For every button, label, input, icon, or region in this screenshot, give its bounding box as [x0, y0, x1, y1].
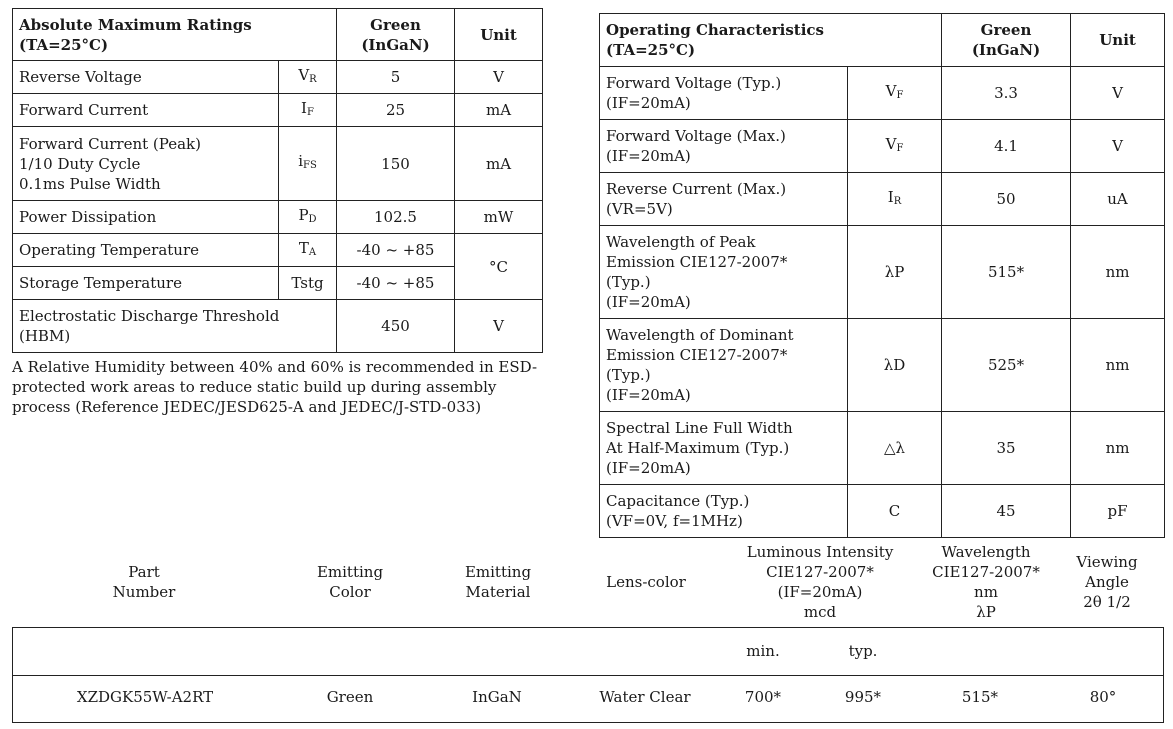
sub-typ: typ.	[848, 642, 878, 660]
op-title-cell	[600, 14, 942, 67]
table-row: Forward Voltage (Typ.) (IF=20mA) $V_F$ 3.3 V	[600, 67, 1165, 120]
amr-green-header: Green (InGaN)	[337, 9, 455, 61]
amr-unit-header: Unit	[455, 9, 543, 61]
table-row: Capacitance (Typ.) (VF=0V, f=1MHz) C 45 pF	[600, 485, 1165, 538]
table-row: Forward Current (Peak) 1/10 Duty Cycle 0.1ms Pulse Width $i_{FS}$ 150 mA	[13, 127, 543, 201]
header-emitting-color: Emitting Color	[316, 563, 384, 601]
lens-color: Water Clear	[599, 688, 691, 706]
op-unit-header: Unit	[1071, 14, 1165, 67]
viewing-angle-value: 80°	[1089, 688, 1117, 706]
table-row: Operating Temperature $T_A$ -40 ~ +85 °C	[13, 234, 543, 267]
table-row: Reverse Voltage $V_R$ 5 V	[13, 61, 543, 94]
op-condition: (TA=25°C)	[606, 41, 696, 59]
header-viewing-angle: Viewing Angle 2θ 1/2	[1076, 553, 1138, 611]
header-emitting-material: Emitting Material	[464, 563, 532, 601]
table-row: Forward Current $I_F$ 25 mA	[13, 94, 543, 127]
emitting-material: InGaN	[472, 688, 522, 706]
amr-title-cell	[13, 9, 337, 61]
wavelength-value: 515*	[961, 688, 999, 706]
table-row: Power Dissipation $P_D$ 102.5 mW	[13, 201, 543, 234]
esd-humidity-note: A Relative Humidity between 40% and 60% is recommended in ESD-protected work areas to reduce static build up during assembly process (Reference JEDEC/JESD625-A and JEDEC/J-STD-033)	[12, 358, 538, 416]
header-luminous-intensity: Luminous Intensity CIE127-2007* (IF=20mA) mcd	[746, 543, 894, 621]
amr-condition: (TA=25°C)	[19, 35, 109, 54]
table-row: Forward Voltage (Max.) (IF=20mA) $V_F$ 4.1 V	[600, 120, 1165, 173]
amr-title: Absolute Maximum Ratings	[19, 15, 252, 34]
header-lens-color: Lens-color	[606, 573, 686, 591]
part-number: XZDGK55W-A2RT	[76, 688, 214, 706]
header-part-number: Part Number	[112, 563, 176, 601]
table-row: Spectral Line Full Width At Half-Maximum (Typ.) (IF=20mA) △λ 35 nm	[600, 412, 1165, 485]
sub-min: min.	[746, 642, 780, 660]
table-row	[12, 628, 1164, 674]
operating-characteristics-table	[599, 13, 1165, 538]
table-row: Electrostatic Discharge Threshold (HBM) 450 V	[13, 300, 543, 353]
ordering-table	[12, 628, 1164, 720]
op-green-header: Green (InGaN)	[942, 14, 1071, 67]
absolute-maximum-ratings-table	[12, 8, 543, 353]
table-row	[12, 674, 1164, 720]
header-wavelength: Wavelength CIE127-2007* nm λP	[932, 543, 1040, 621]
intensity-min: 700*	[744, 688, 782, 706]
table-row: Reverse Current (Max.) (VR=5V) $I_R$ 50 uA	[600, 173, 1165, 226]
op-title: Operating Characteristics	[606, 21, 825, 39]
table-row: Wavelength of Peak Emission CIE127-2007* (Typ.) (IF=20mA) λP 515* nm	[600, 226, 1165, 319]
emitting-color: Green	[326, 688, 374, 706]
table-row: Wavelength of Dominant Emission CIE127-2007* (Typ.) (IF=20mA) λD 525* nm	[600, 319, 1165, 412]
ordering-table-header	[12, 542, 1164, 624]
intensity-typ: 995*	[844, 688, 882, 706]
table-row: Storage Temperature Tstg -40 ~ +85	[13, 267, 543, 300]
